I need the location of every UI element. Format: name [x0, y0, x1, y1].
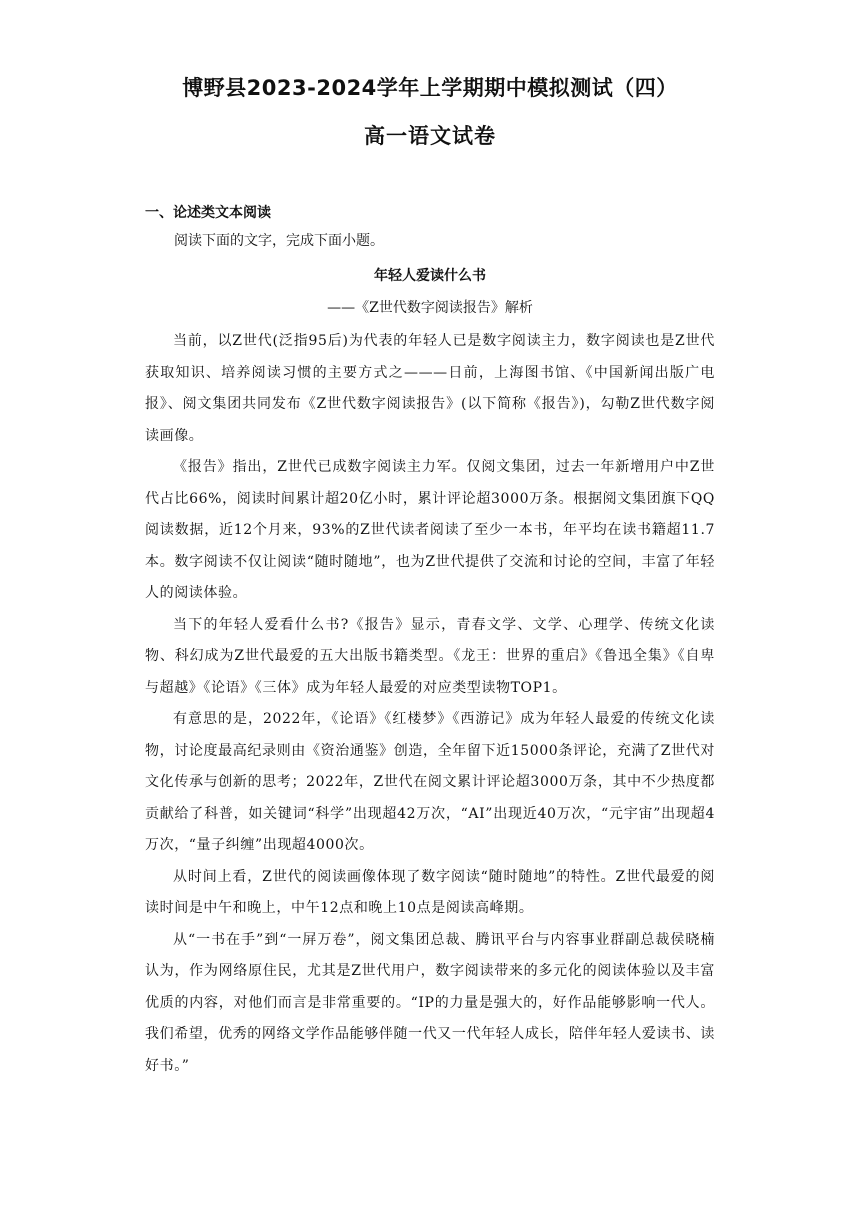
- article-body: [145, 326, 715, 1082]
- exam-title: 博野县2023-2024学年上学期期中模拟测试（四）: [182, 76, 678, 100]
- section-heading: 一、论述类文本阅读: [145, 205, 271, 221]
- article-paragraph-2: 《报告》指出，Z世代已成数字阅读主力军。仅阅文集团，过去一年新增用户中Z世代占比66%，阅读时间累计超20亿小时，累计评论超3000万条。根据阅文集团旗下QQ阅读数据，近12个月来，93%的Z世代读者阅读了至少一本书，年平均在读书籍超11.7本。数字阅读不仅让阅读“随时随地”，也为Z世代提供了交流和讨论的空间，丰富了年轻人的阅读体验。: [145, 459, 715, 601]
- reading-instruction: 阅读下面的文字，完成下面小题。: [174, 233, 384, 249]
- exam-subtitle: 高一语文试卷: [364, 124, 496, 148]
- article-paragraph-4: 有意思的是，2022年，《论语》《红楼梦》《西游记》成为年轻人最爱的传统文化读物，讨论度最高纪录则由《资治通鉴》创造，全年留下近15000条评论，充满了Z世代对文化传承与创新的思考；2022年，Z世代在阅文累计评论超3000万条，其中不少热度都贡献给了科普，如关键词“科学”出现超42万次，“AI”出现近40万次，“元宇宙”出现超4万次，“量子纠缠”出现超4000次。: [145, 711, 715, 853]
- article-subtitle: ——《Z世代数字阅读报告》解析: [327, 300, 533, 316]
- article-paragraph-3: 当下的年轻人爱看什么书?《报告》显示，青春文学、文学、心理学、传统文化读物、科幻成为Z世代最爱的五大出版书籍类型。《龙王：世界的重启》《鲁迅全集》《自卑与超越》《论语》《三体》成为年轻人最爱的对应类型读物TOP1。: [145, 616, 715, 696]
- article-paragraph-5: 从时间上看，Z世代的阅读画像体现了数字阅读“随时随地”的特性。Z世代最爱的阅读时间是中午和晚上，中午12点和晚上10点是阅读高峰期。: [145, 868, 715, 916]
- article-paragraph-1: 当前，以Z世代(泛指95后)为代表的年轻人已是数字阅读主力，数字阅读也是Z世代获取知识、培养阅读习惯的主要方式之———日前，上海图书馆、《中国新闻出版广电报》、阅文集团共同发布《Z世代数字阅读报告》(以下简称《报告》)，勾勒Z世代数字阅读画像。: [145, 333, 715, 444]
- article-paragraph-6: 从“一书在手”到“一屏万卷”，阅文集团总裁、腾讯平台与内容事业群副总裁侯晓楠认为，作为网络原住民，尤其是Z世代用户，数字阅读带来的多元化的阅读体验以及丰富优质的内容，对他们而言是非常重要的。“IP的力量是强大的，好作品能够影响一代人。我们希望，优秀的网络文学作品能够伴随一代又一代年轻人成长，陪伴年轻人爱读书、读好书。”: [145, 931, 715, 1074]
- article-title: 年轻人爱读什么书: [374, 268, 486, 284]
